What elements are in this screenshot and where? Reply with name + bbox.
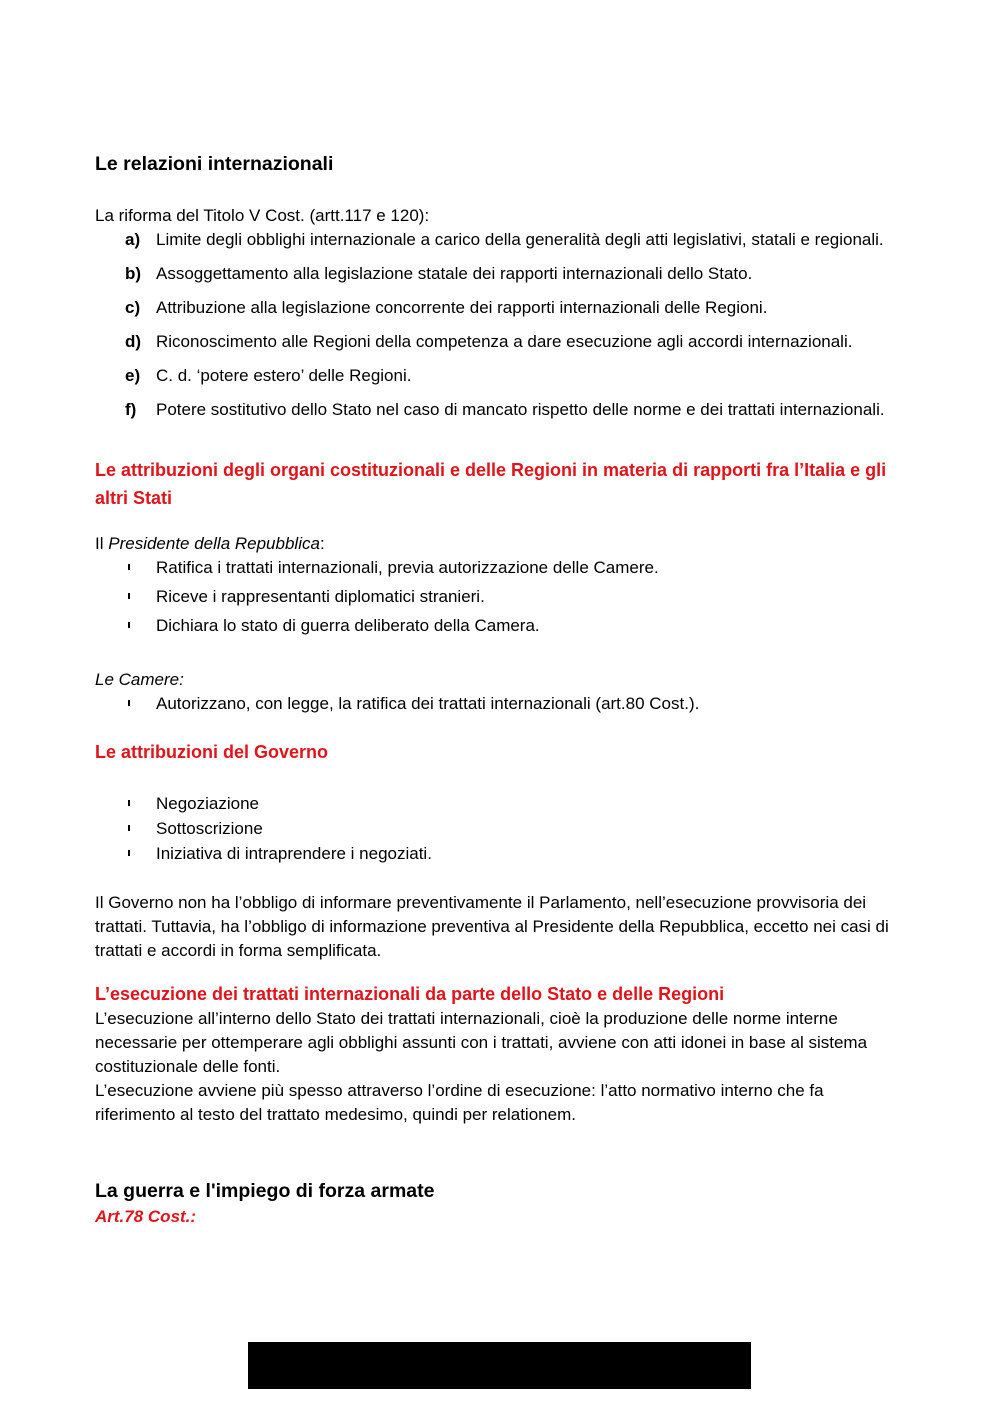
esecuzione-paragraph-1: L’esecuzione all’interno dello Stato dei trattati internazionali, cioè la produzione delle norme interne necessarie per ottemperare agli obblighi assunti con i trattati, avviene con atti idonei in base al sistema costituzionale delle fonti.: [95, 1009, 868, 1076]
riforma-list: [95, 228, 905, 422]
list-item: Riceve i rappresentanti diplomatici stranieri.: [95, 585, 905, 609]
list-item: c) Attribuzione alla legislazione concorrente dei rapporti internazionali delle Regioni.: [125, 298, 768, 317]
list-item: Dichiara lo stato di guerra deliberato della Camera.: [95, 614, 905, 638]
governo-paragraph: Il Governo non ha l’obbligo di informare preventivamente il Parlamento, nell’esecuzione provvisoria dei trattati. Tuttavia, ha l’obbligo di informazione preventiva al Presidente della Repubblica, eccetto nei casi di trattati e accordi in forma semplificata.: [95, 893, 889, 960]
presidente-intro: Il Presidente della Repubblica:: [95, 534, 325, 553]
art78-heading: Art.78 Cost.:: [95, 1207, 197, 1226]
list-item: Negoziazione: [95, 792, 905, 816]
bullet-icon: [128, 593, 130, 599]
bullet-icon: [128, 564, 130, 570]
camere-label: Le Camere:: [95, 670, 184, 689]
list-item: Autorizzano, con legge, la ratifica dei trattati internazionali (art.80 Cost.).: [95, 692, 905, 716]
list-item: b) Assoggettamento alla legislazione statale dei rapporti internazionali dello Stato.: [125, 264, 753, 283]
camere-list: [95, 692, 905, 716]
esecuzione-paragraph-2: L’esecuzione avviene più spesso attraverso l’ordine di esecuzione: l’atto normativo interno che fa riferimento al testo del trattato medesimo, quindi per relationem.: [95, 1081, 824, 1124]
redaction-bar: [248, 1342, 751, 1389]
riforma-intro: La riforma del Titolo V Cost. (artt.117 e 120):: [95, 206, 430, 225]
bullet-icon: [128, 850, 130, 856]
document-page: [95, 150, 905, 1229]
list-item: Iniziativa di intraprendere i negoziati.: [95, 842, 905, 866]
bullet-icon: [128, 700, 130, 706]
governo-list: [95, 792, 905, 866]
list-item: a) Limite degli obblighi internazionale a carico della generalità degli atti legislativi, statali e regionali.: [125, 230, 884, 249]
heading-esecuzione-trattati: L’esecuzione dei trattati internazionali da parte dello Stato e delle Regioni: [95, 984, 725, 1004]
heading-relazioni-internazionali: Le relazioni internazionali: [95, 153, 334, 175]
heading-attribuzioni-governo: Le attribuzioni del Governo: [95, 742, 329, 762]
heading-attribuzioni-organi: Le attribuzioni degli organi costituzionali e delle Regioni in materia di rapporti fra l’Italia e gli altri Stati: [95, 460, 887, 508]
list-item: Ratifica i trattati internazionali, previa autorizzazione delle Camere.: [95, 556, 905, 580]
bullet-icon: [128, 800, 130, 806]
presidente-list: [95, 556, 905, 638]
list-item: Sottoscrizione: [95, 817, 905, 841]
list-item: f) Potere sostitutivo dello Stato nel caso di mancato rispetto delle norme e dei trattati internazionali.: [125, 400, 885, 419]
heading-guerra: La guerra e l'impiego di forza armate: [95, 1180, 435, 1202]
list-item: e) C. d. ‘potere estero’ delle Regioni.: [125, 366, 412, 385]
bullet-icon: [128, 825, 130, 831]
list-item: d) Riconoscimento alle Regioni della competenza a dare esecuzione agli accordi internazionali.: [125, 332, 853, 351]
bullet-icon: [128, 622, 130, 628]
